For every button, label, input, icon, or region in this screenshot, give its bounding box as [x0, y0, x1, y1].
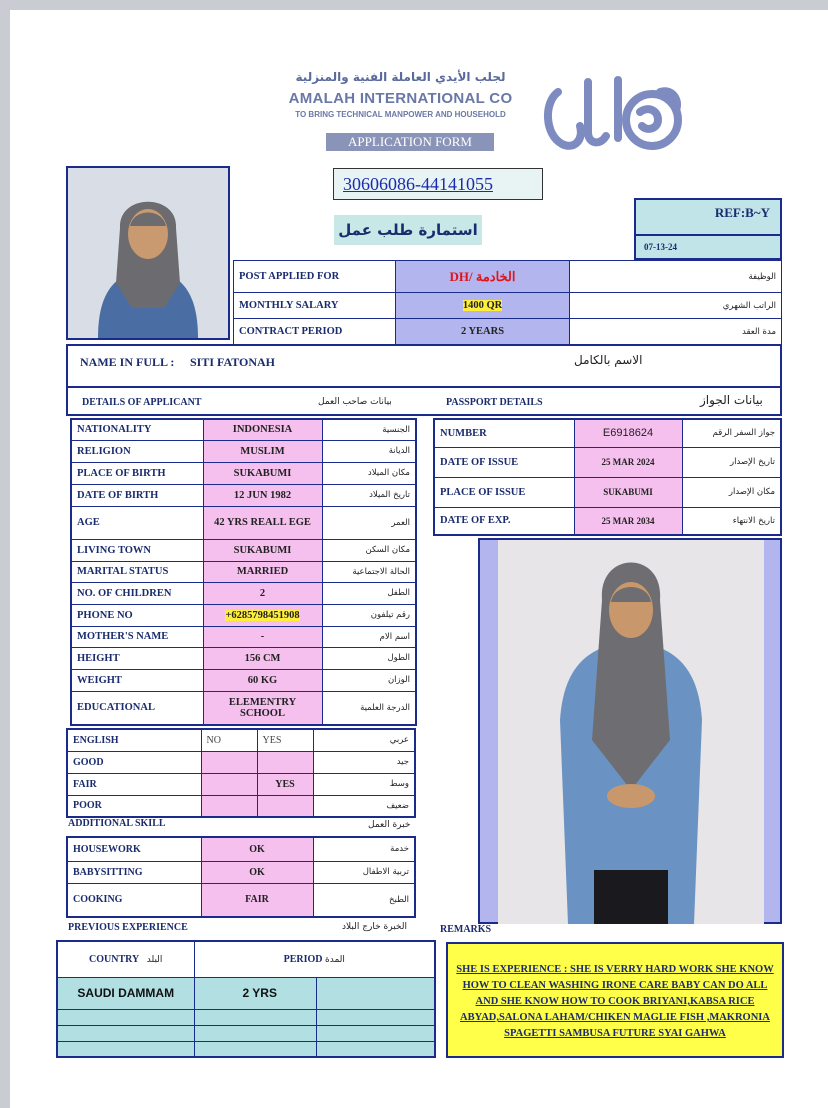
language-row	[67, 751, 415, 773]
language-arabic-header: عربي	[313, 729, 415, 751]
experience-empty-cell	[194, 1009, 316, 1025]
job-arabic-label: الوظيفة	[570, 261, 782, 293]
amalah-calligraphy-logo	[540, 62, 690, 162]
passport-arabic: تاريخ الإصدار	[682, 447, 781, 477]
section-headings-bar	[66, 388, 782, 416]
language-level: FAIR	[67, 773, 201, 795]
detail-value: ELEMENTRY SCHOOL	[203, 691, 322, 725]
detail-arabic: الجنسية	[322, 419, 416, 440]
skill-label: HOUSEWORK	[67, 837, 201, 861]
detail-label: PLACE OF BIRTH	[71, 462, 203, 484]
contact-phone-number[interactable]: 30606086-44141055	[333, 168, 543, 200]
passport-value: SUKABUMI	[574, 477, 682, 507]
passport-value: E6918624	[574, 419, 682, 447]
skill-row	[67, 837, 415, 861]
country-header-label: COUNTRY	[89, 953, 140, 965]
language-yes-cell	[257, 795, 313, 817]
detail-label: LIVING TOWN	[71, 539, 203, 561]
remarks-title: REMARKS	[440, 924, 492, 935]
name-value: SITI FATONAH	[190, 355, 276, 369]
form-title: APPLICATION FORM	[326, 133, 494, 151]
job-row-salary	[234, 293, 782, 319]
skills-table	[66, 836, 416, 918]
detail-value: -	[203, 626, 322, 647]
experience-row	[57, 1009, 435, 1025]
language-no-cell	[201, 773, 257, 795]
experience-empty-cell	[57, 1041, 194, 1057]
company-tagline: TO BRING TECHNICAL MANPOWER AND HOUSEHOLD	[295, 110, 506, 119]
language-yes-cell	[257, 751, 313, 773]
detail-value: 42 YRS REALL EGE	[203, 506, 322, 539]
form-date: 07-13-24	[634, 236, 782, 260]
job-label: CONTRACT PERIOD	[234, 319, 396, 345]
experience-empty-cell	[316, 977, 435, 1009]
detail-label: PHONE NO	[71, 604, 203, 626]
additional-skill-arabic: خبرة العمل	[368, 820, 411, 830]
detail-row	[71, 462, 416, 484]
experience-table	[56, 940, 436, 1058]
detail-row	[71, 561, 416, 582]
language-row	[67, 795, 415, 817]
detail-value: MARRIED	[203, 561, 322, 582]
language-level-arabic: وسط	[313, 773, 415, 795]
detail-label: NO. OF CHILDREN	[71, 582, 203, 604]
detail-row	[71, 604, 416, 626]
full-name-box	[66, 344, 782, 388]
passport-label: NUMBER	[434, 419, 574, 447]
language-level-arabic: جيد	[313, 751, 415, 773]
applicant-portrait-photo	[66, 166, 230, 340]
detail-arabic: الديانة	[322, 440, 416, 462]
detail-arabic: اسم الام	[322, 626, 416, 647]
detail-value	[203, 604, 322, 626]
experience-empty-cell	[194, 1041, 316, 1057]
full-body-photo-image	[498, 540, 764, 924]
job-arabic-label: الراتب الشهري	[570, 293, 782, 319]
name-arabic-label: الاسم بالكامل	[574, 353, 643, 367]
passport-arabic: مكان الإصدار	[682, 477, 781, 507]
skill-value: OK	[201, 861, 313, 883]
job-label: POST APPLIED FOR	[234, 261, 396, 293]
detail-value: 60 KG	[203, 669, 322, 691]
detail-row	[71, 419, 416, 440]
applicant-section-title: DETAILS OF APPLICANT	[82, 397, 202, 408]
detail-label: DATE OF BIRTH	[71, 484, 203, 506]
detail-arabic: رقم تيلفون	[322, 604, 416, 626]
detail-row	[71, 582, 416, 604]
experience-empty-cell	[316, 1009, 435, 1025]
remarks-box: SHE IS EXPERIENCE : SHE IS VERRY HARD WORK SHE KNOW HOW TO CLEAN WASHING IRONE CARE BABY CAN DO ALL AND SHE KNOW HOW TO COOK BRIYANI,KABSA RICE ABYAD,SALONA LAHAM/CHIKEN MAGLIE FISH ,MAKRONIA SPAGETTI SAMBUSA FUTURE SYAI GAHWA	[446, 942, 784, 1058]
passport-label: PLACE OF ISSUE	[434, 477, 574, 507]
experience-empty-cell	[57, 1009, 194, 1025]
passport-arabic: جواز السفر الرقم	[682, 419, 781, 447]
passport-section-title: PASSPORT DETAILS	[446, 397, 543, 408]
experience-empty-cell	[57, 1025, 194, 1041]
country-header	[57, 941, 194, 977]
detail-label: MARITAL STATUS	[71, 561, 203, 582]
experience-empty-cell	[194, 1025, 316, 1041]
detail-row	[71, 539, 416, 561]
salary-value: 1400 QR	[462, 300, 503, 311]
language-no-header: NO	[201, 729, 257, 751]
job-label: MONTHLY SALARY	[234, 293, 396, 319]
detail-value: SUKABUMI	[203, 462, 322, 484]
detail-value: 12 JUN 1982	[203, 484, 322, 506]
experience-header-row	[57, 941, 435, 977]
applicant-full-body-photo	[478, 538, 782, 924]
reference-code: REF:B~Y	[634, 198, 782, 236]
detail-value: INDONESIA	[203, 419, 322, 440]
detail-arabic: الطفل	[322, 582, 416, 604]
language-level: GOOD	[67, 751, 201, 773]
job-arabic-label: مدة العقد	[570, 319, 782, 345]
detail-row	[71, 626, 416, 647]
passport-value: 25 MAR 2024	[574, 447, 682, 477]
experience-empty-cell	[316, 1025, 435, 1041]
language-english-header: ENGLISH	[67, 729, 201, 751]
job-details-table	[233, 260, 782, 345]
name-label: NAME IN FULL :	[80, 355, 175, 369]
detail-arabic: الحالة الاجتماعية	[322, 561, 416, 582]
passport-label: DATE OF ISSUE	[434, 447, 574, 477]
detail-label: MOTHER'S NAME	[71, 626, 203, 647]
applicant-section-arabic: بيانات صاحب العمل	[318, 397, 392, 407]
additional-skill-title: ADDITIONAL SKILL	[68, 818, 166, 829]
language-table	[66, 728, 416, 818]
skill-arabic: الطبخ	[313, 883, 415, 917]
detail-arabic: الدرجة العلمية	[322, 691, 416, 725]
detail-value: 2	[203, 582, 322, 604]
previous-experience-arabic: الخبرة خارج البلاد	[342, 922, 407, 932]
passport-value: 25 MAR 2034	[574, 507, 682, 535]
country-header-arabic: البلد	[146, 954, 163, 965]
detail-arabic: الطول	[322, 647, 416, 669]
detail-arabic: الوزان	[322, 669, 416, 691]
detail-label: WEIGHT	[71, 669, 203, 691]
arabic-form-title: استمارة طلب عمل	[334, 215, 482, 245]
detail-value: 156 CM	[203, 647, 322, 669]
experience-country: SAUDI DAMMAM	[57, 977, 194, 1009]
skill-row	[67, 883, 415, 917]
language-no-cell	[201, 795, 257, 817]
detail-row	[71, 506, 416, 539]
job-value-salary	[396, 293, 570, 319]
skill-label: COOKING	[67, 883, 201, 917]
passport-row	[434, 477, 781, 507]
detail-label: EDUCATIONAL	[71, 691, 203, 725]
detail-arabic: تاريخ الميلاد	[322, 484, 416, 506]
detail-label: RELIGION	[71, 440, 203, 462]
detail-value: SUKABUMI	[203, 539, 322, 561]
passport-row	[434, 447, 781, 477]
experience-empty-cell	[316, 1041, 435, 1057]
period-header-label: PERIOD	[283, 953, 323, 965]
skill-value: FAIR	[201, 883, 313, 917]
period-header	[194, 941, 435, 977]
language-header-row	[67, 729, 415, 751]
passport-section-arabic: بيانات الجواز	[700, 393, 763, 407]
job-value-post: DH/ الخادمة	[396, 261, 570, 293]
company-arabic-name: لجلب الأيدي العاملة الفنية والمنزلية	[295, 70, 506, 84]
language-no-cell	[201, 751, 257, 773]
detail-label: HEIGHT	[71, 647, 203, 669]
company-name: AMALAH INTERNATIONAL CO	[288, 90, 513, 107]
skill-arabic: خدمة	[313, 837, 415, 861]
detail-arabic: مكان السكن	[322, 539, 416, 561]
detail-row	[71, 691, 416, 725]
passport-details-table	[433, 418, 782, 536]
detail-label: AGE	[71, 506, 203, 539]
passport-row	[434, 507, 781, 535]
period-header-arabic: المدة	[325, 954, 345, 965]
job-row-post	[234, 261, 782, 293]
skill-row	[67, 861, 415, 883]
passport-row	[434, 419, 781, 447]
passport-label: DATE OF EXP.	[434, 507, 574, 535]
experience-row	[57, 1041, 435, 1057]
detail-row	[71, 484, 416, 506]
detail-arabic: مكان الميلاد	[322, 462, 416, 484]
applicant-details-table	[70, 418, 417, 726]
passport-arabic: تاريخ الانتهاء	[682, 507, 781, 535]
language-yes-header: YES	[257, 729, 313, 751]
experience-row	[57, 977, 435, 1009]
detail-row	[71, 440, 416, 462]
detail-value: MUSLIM	[203, 440, 322, 462]
language-row	[67, 773, 415, 795]
skill-label: BABYSITTING	[67, 861, 201, 883]
experience-row	[57, 1025, 435, 1041]
job-value-contract: 2 YEARS	[396, 319, 570, 345]
previous-experience-title: PREVIOUS EXPERIENCE	[68, 922, 188, 933]
detail-arabic: العمر	[322, 506, 416, 539]
language-level-arabic: ضعيف	[313, 795, 415, 817]
detail-row	[71, 669, 416, 691]
experience-period: 2 YRS	[194, 977, 316, 1009]
skill-value: OK	[201, 837, 313, 861]
detail-label: NATIONALITY	[71, 419, 203, 440]
language-yes-cell: YES	[257, 773, 313, 795]
job-row-contract	[234, 319, 782, 345]
applicant-phone: +6285798451908	[225, 609, 300, 621]
skill-arabic: تربية الاطفال	[313, 861, 415, 883]
detail-row	[71, 647, 416, 669]
language-level: POOR	[67, 795, 201, 817]
